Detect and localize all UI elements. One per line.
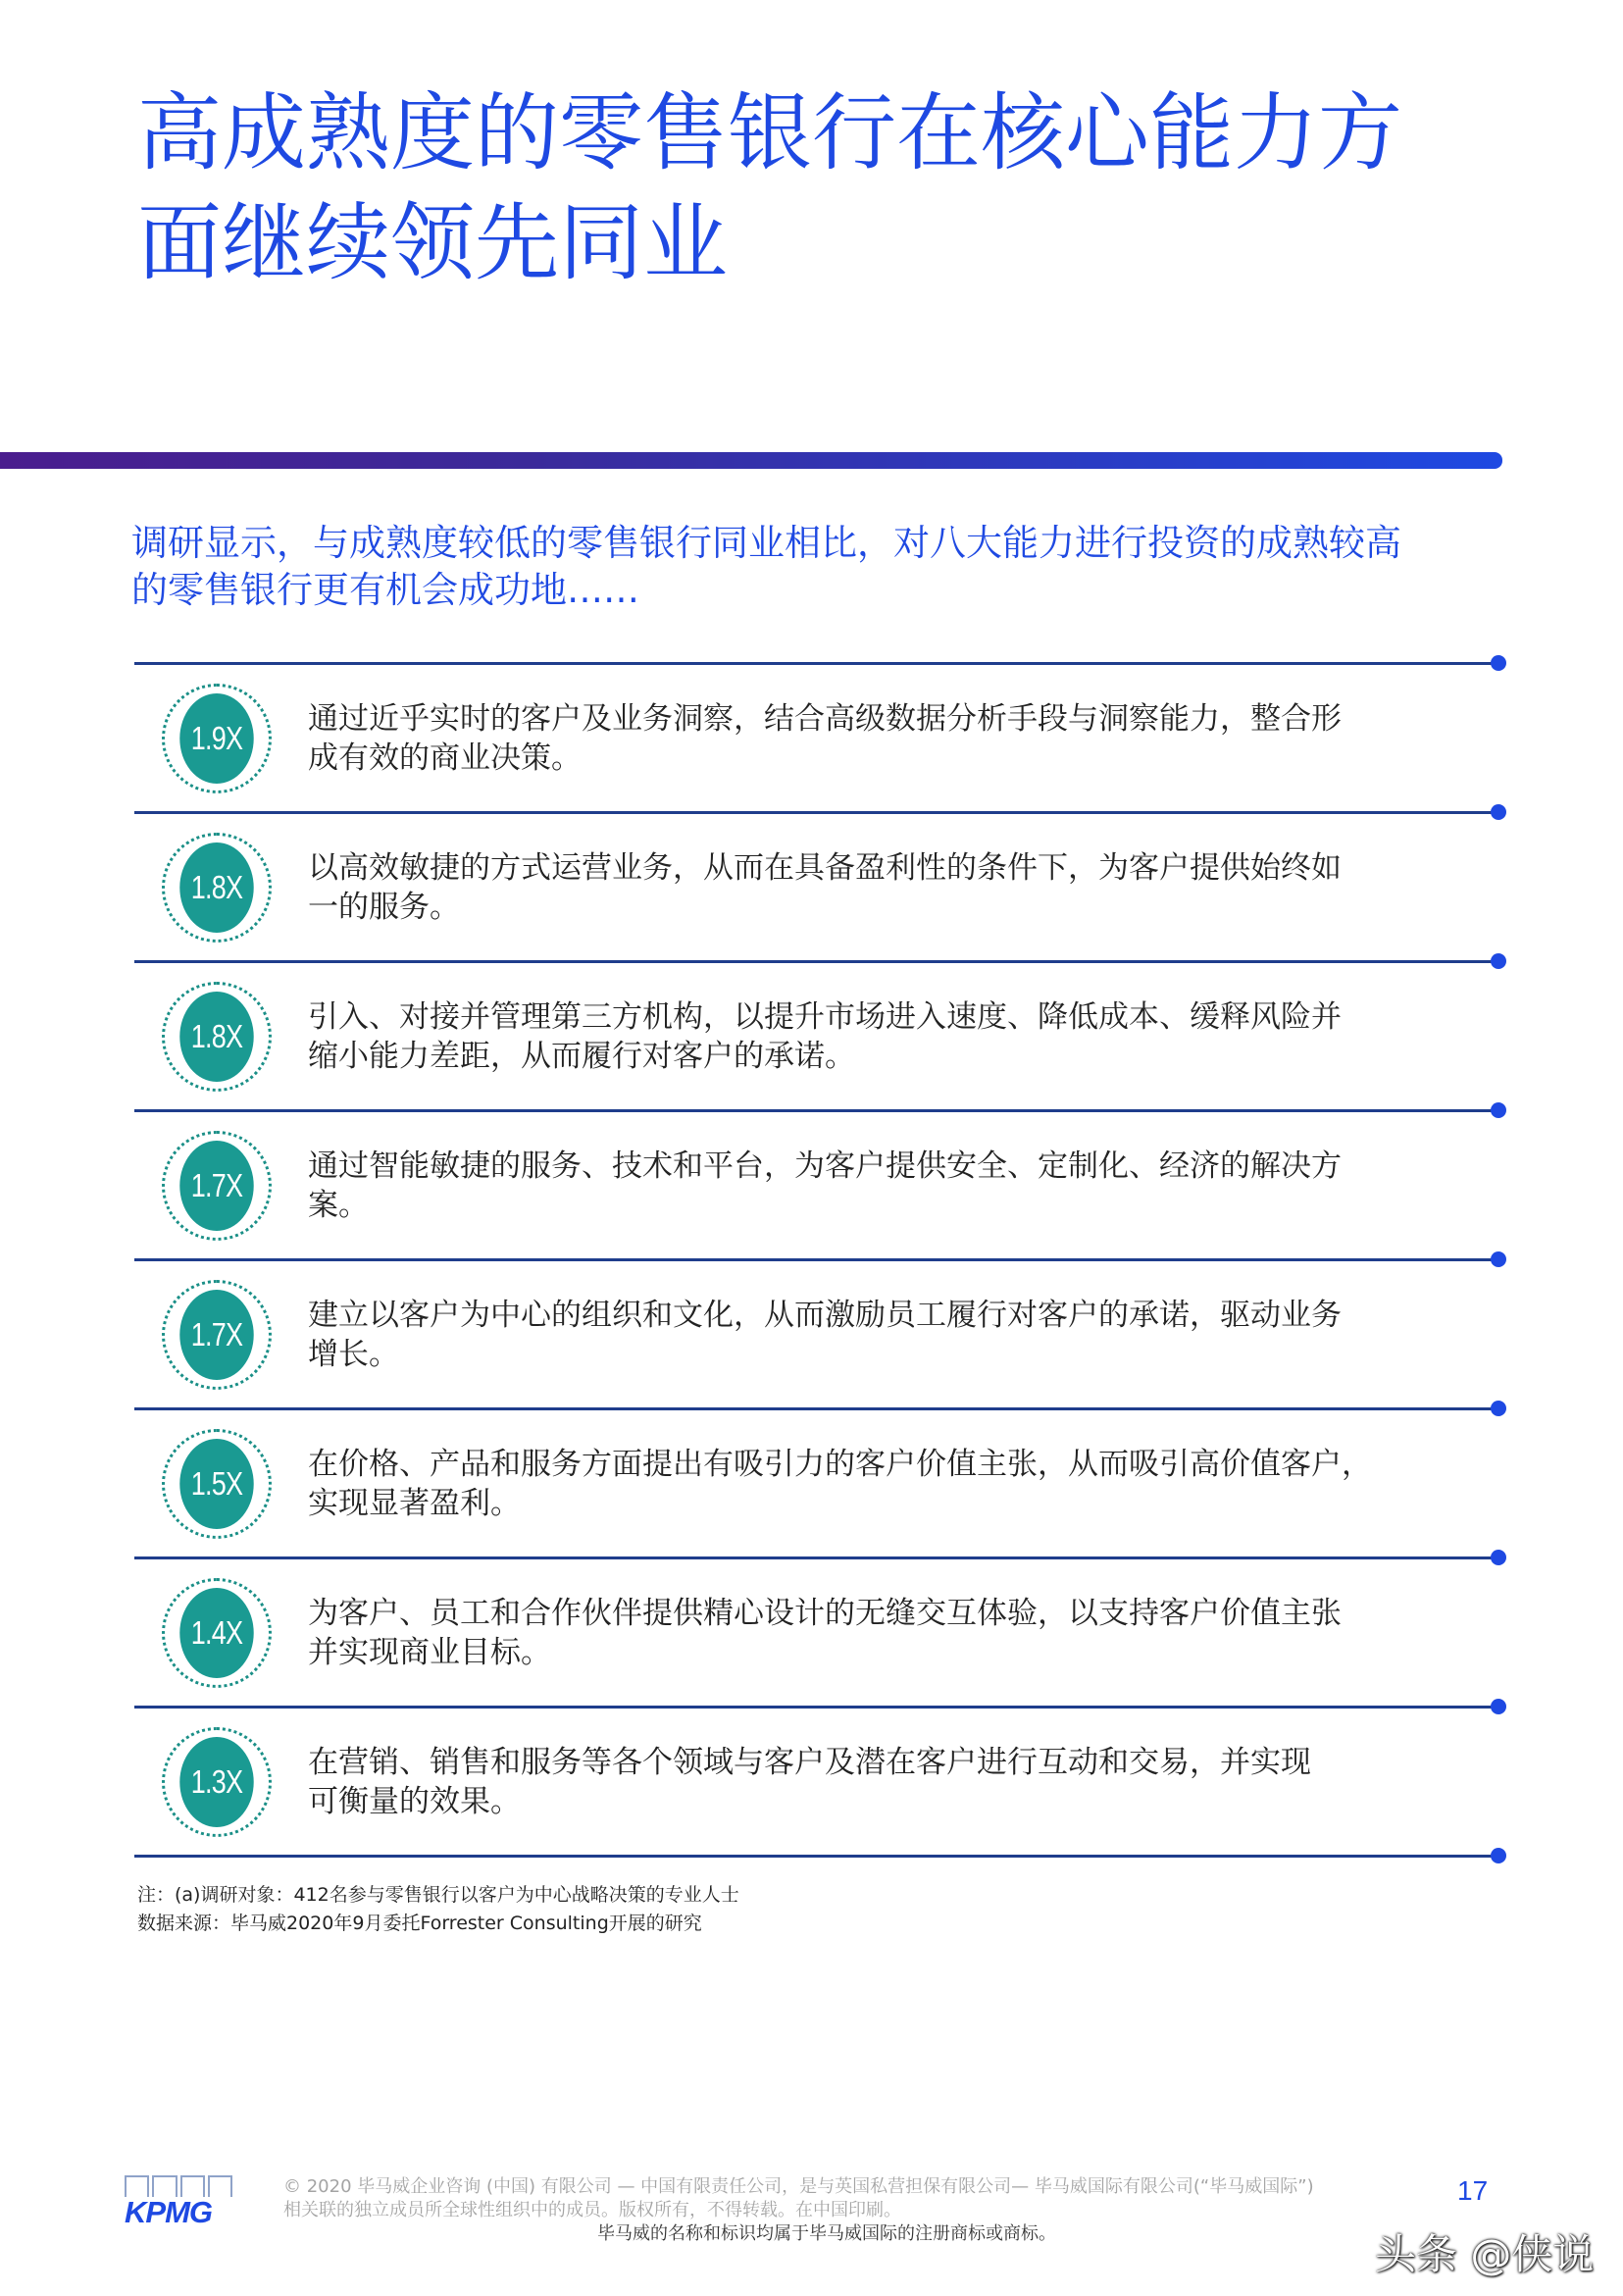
stat-row: [134, 1410, 1507, 1556]
dot-icon: [1491, 1550, 1506, 1565]
page-title: [137, 78, 1530, 298]
legal-notice: [283, 2175, 1411, 2246]
stat-line-2: 增长。: [308, 1336, 399, 1372]
kpmg-logo: [125, 2175, 232, 2228]
stat-description: [308, 1147, 1426, 1225]
stat-value: 1.3X: [179, 1737, 253, 1827]
stat-value: 1.8X: [179, 842, 253, 933]
divider-rule: [134, 1258, 1500, 1261]
divider-rule: [134, 1556, 1500, 1559]
divider-rule: [134, 811, 1500, 814]
divider-rule: [134, 1855, 1500, 1858]
stat-line-2: 成有效的商业决策。: [308, 740, 582, 776]
stat-value: 1.5X: [179, 1439, 253, 1529]
intro-line-1: 调研显示，与成熟度较低的零售银行同业相比，对八大能力进行投资的成熟较高: [131, 522, 1401, 564]
stat-line-1: 通过近乎实时的客户及业务洞察，结合高级数据分析手段与洞察能力，整合形: [308, 700, 1342, 737]
title-line-1: 高成熟度的零售银行在核心能力方: [137, 84, 1402, 182]
divider-rule: [134, 1407, 1500, 1410]
dot-icon: [1491, 1699, 1506, 1714]
dot-icon: [1491, 655, 1506, 671]
stat-description: [308, 1594, 1426, 1672]
dot-icon: [1491, 804, 1506, 820]
dot-icon: [1491, 953, 1506, 969]
page-number: 17: [1457, 2175, 1489, 2206]
stat-line-1: 通过智能敏捷的服务、技术和平台，为客户提供安全、定制化、经济的解决方: [308, 1148, 1342, 1184]
stat-row: [134, 1709, 1507, 1855]
stat-badge: [162, 684, 272, 793]
stat-line-1: 引入、对接并管理第三方机构，以提升市场进入速度、降低成本、缓释风险并: [308, 998, 1342, 1035]
stat-value: 1.7X: [179, 1141, 253, 1231]
stat-line-2: 缩小能力差距，从而履行对客户的承诺。: [308, 1038, 855, 1074]
stat-description: [308, 699, 1426, 778]
logo-boxes-icon: [125, 2175, 232, 2197]
stat-badge: [162, 833, 272, 943]
footnote-source: 数据来源：毕马威2020年9月委托Forrester Consulting开展的研究: [137, 1913, 702, 1934]
dot-icon: [1491, 1848, 1506, 1863]
logo-text: KPMG: [125, 2195, 212, 2229]
stat-line-2: 一的服务。: [308, 889, 460, 925]
stat-description: [308, 1743, 1426, 1821]
stat-value: 1.8X: [179, 992, 253, 1082]
stat-row: [134, 963, 1507, 1109]
footnote-note: 注：(a)调研对象：412名参与零售银行以客户为中心战略决策的专业人士: [137, 1884, 739, 1906]
divider-rule: [134, 662, 1500, 665]
stat-line-2: 案。: [308, 1187, 369, 1223]
stat-badge: [162, 1280, 272, 1390]
stat-description: [308, 848, 1426, 927]
stat-row: [134, 1559, 1507, 1706]
stat-badge: [162, 1727, 272, 1837]
stat-badge: [162, 1429, 272, 1539]
footnotes: [137, 1881, 739, 1938]
title-line-2: 面继续领先同业: [137, 194, 728, 292]
stat-value: 1.4X: [179, 1588, 253, 1678]
legal-line-3: 毕马威的名称和标识均属于毕马威国际的注册商标或商标。: [597, 2223, 1056, 2244]
stat-badge: [162, 1131, 272, 1241]
dot-icon: [1491, 1102, 1506, 1118]
stat-row: [134, 1112, 1507, 1258]
legal-line-1: © 2020 毕马威企业咨询 (中国) 有限公司 — 中国有限责任公司，是与英国私营担保有限公司— 毕马威国际有限公司(“毕马威国际”): [283, 2176, 1314, 2197]
divider-rule: [134, 960, 1500, 963]
stat-description: [308, 997, 1426, 1076]
stat-line-1: 在价格、产品和服务方面提出有吸引力的客户价值主张，从而吸引高价值客户，: [308, 1446, 1372, 1482]
divider-rule: [134, 1706, 1500, 1709]
stat-line-2: 实现显著盈利。: [308, 1485, 521, 1521]
legal-line-2: 相关联的独立成员所全球性组织中的成员。版权所有，不得转载。在中国印刷。: [283, 2200, 901, 2220]
intro-text: [131, 520, 1504, 614]
stat-line-1: 在营销、销售和服务等各个领域与客户及潜在客户进行互动和交易，并实现: [308, 1744, 1311, 1780]
stat-line-2: 并实现商业目标。: [308, 1634, 551, 1670]
dot-icon: [1491, 1251, 1506, 1267]
dot-icon: [1491, 1401, 1506, 1416]
stat-value: 1.7X: [179, 1290, 253, 1380]
stat-value: 1.9X: [179, 693, 253, 784]
stat-line-2: 可衡量的效果。: [308, 1783, 521, 1819]
stat-description: [308, 1445, 1426, 1523]
stat-row: [134, 665, 1507, 811]
intro-line-2: 的零售银行更有机会成功地……: [131, 569, 639, 611]
watermark: 头条 @侠说: [1375, 2230, 1595, 2278]
stat-line-1: 以高效敏捷的方式运营业务，从而在具备盈利性的条件下，为客户提供始终如: [308, 849, 1342, 886]
gradient-divider: [0, 452, 1502, 469]
stat-badge: [162, 1578, 272, 1688]
stats-list: [134, 662, 1507, 1858]
stat-line-1: 为客户、员工和合作伙伴提供精心设计的无缝交互体验，以支持客户价值主张: [308, 1595, 1342, 1631]
stat-description: [308, 1296, 1426, 1374]
stat-badge: [162, 982, 272, 1092]
stat-line-1: 建立以客户为中心的组织和文化，从而激励员工履行对客户的承诺，驱动业务: [308, 1297, 1342, 1333]
stat-row: [134, 1261, 1507, 1407]
stat-row: [134, 814, 1507, 960]
divider-rule: [134, 1109, 1500, 1112]
